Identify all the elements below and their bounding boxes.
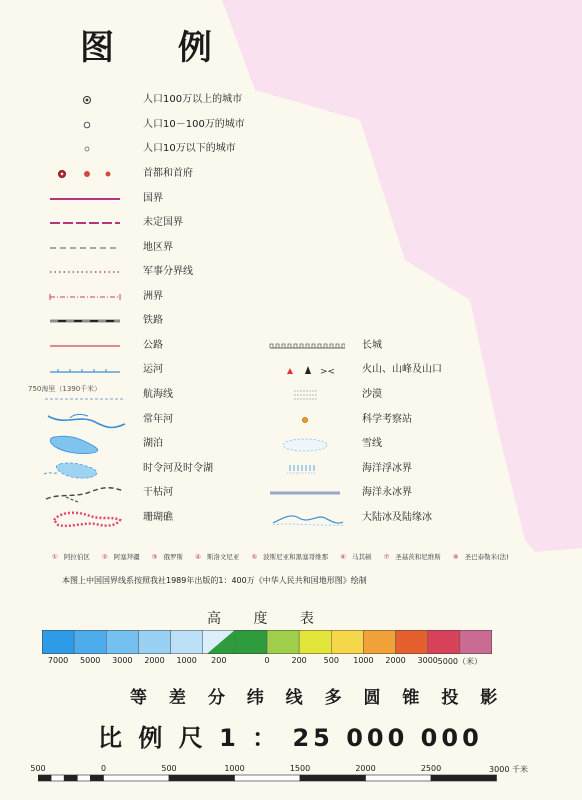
sea-floating-ice-icon [265, 459, 345, 479]
legend-item-label: 人口10－100万的城市 [143, 119, 245, 130]
height-label: 0 [264, 656, 270, 665]
boundary-note: 本图上中国国界线系按照我社1989年出版的1：400万《中华人民共和国地形图》绘制 [62, 576, 367, 585]
legend-title: 图 例 [80, 28, 238, 68]
shipping-distance-annotation: 750海里（1390千米） [28, 385, 102, 393]
height-label: 2000 [144, 656, 165, 665]
height-table-title: 高 度 表 [207, 611, 328, 627]
svg-text:><: >< [320, 367, 336, 377]
lake-icon [40, 434, 130, 454]
area-name: 俄罗斯 [163, 553, 183, 561]
scalebar-label: 2000 [355, 764, 376, 773]
scalebar-segment [104, 775, 170, 781]
scalebar-label: 500 [30, 764, 46, 773]
numbered-areas-list [52, 552, 532, 561]
national-boundary-line [40, 189, 130, 209]
canal-line [40, 360, 130, 380]
area-number: ⑤ [251, 553, 258, 561]
legend-item-label: 大陆冰及陆缘冰 [362, 512, 432, 523]
legend-item-label: 长城 [362, 340, 382, 351]
legend-item-label: 航海线 [143, 389, 173, 400]
area-item [195, 553, 245, 561]
scalebar-segment [51, 775, 64, 781]
height-label: 3000 [417, 656, 438, 665]
legend-item-label: 时令河及时令湖 [143, 463, 213, 474]
legend-item-label: 珊瑚礁 [143, 512, 173, 523]
scalebar-segment [235, 775, 301, 781]
height-label: 500 [323, 656, 339, 665]
legend-item-label: 干枯河 [143, 487, 173, 498]
perennial-river-icon [40, 410, 130, 430]
scalebar-segment [431, 775, 497, 781]
legend-item-label: 海洋浮冰界 [362, 463, 412, 474]
highway-line [40, 336, 130, 356]
height-label: 1000 [176, 656, 197, 665]
legend-item-label: 国界 [143, 193, 163, 204]
scalebar-label: 1500 [289, 764, 311, 773]
height-label: 5000（米） [437, 657, 483, 666]
area-name: 圣基茨和尼维斯 [395, 553, 441, 561]
height-label: 200 [211, 656, 227, 665]
area-name: 斯洛文尼亚 [206, 553, 240, 561]
scalebar-segment [90, 775, 103, 781]
great-wall-icon [265, 336, 345, 356]
legend-item-label: 人口10万以下的城市 [143, 143, 236, 154]
capital-icon [40, 164, 130, 184]
height-color-band [138, 630, 170, 654]
legend-item-label: 洲界 [143, 291, 163, 302]
scalebar-segment [300, 775, 366, 781]
railway-line [40, 311, 130, 331]
legend-item-label: 首都和首府 [143, 168, 193, 179]
height-label: 7000 [47, 656, 69, 665]
height-color-band [363, 630, 395, 654]
legend-item-label: 科学考察站 [362, 414, 412, 425]
legend-item-label: 军事分界线 [143, 266, 193, 277]
scalebar-label: 1000 [224, 764, 245, 773]
area-name: 波斯尼亚和黑塞哥维那 [263, 553, 329, 561]
continental-ice-icon [265, 508, 345, 528]
area-name: 圣巴泰勒米(法) [464, 553, 509, 561]
legend-item-label: 地区界 [143, 242, 173, 253]
area-item [102, 553, 146, 561]
height-color-bar [42, 630, 492, 654]
scalebar-label: 0 [100, 764, 107, 773]
continent-boundary-line [40, 287, 130, 307]
projection-name: 等 差 分 纬 线 多 圆 锥 投 影 [130, 688, 506, 708]
dry-river-icon [40, 483, 130, 503]
area-number: ⑥ [340, 553, 346, 561]
legend-item-label: 常年河 [143, 414, 173, 425]
area-item [52, 553, 96, 561]
undefined-boundary-line [40, 213, 130, 233]
height-color-band [42, 630, 74, 654]
desert-icon [265, 385, 345, 405]
area-number: ⑧ [452, 553, 459, 561]
height-label: 200 [291, 656, 307, 665]
regional-boundary-line [40, 238, 130, 258]
city-small-icon [40, 139, 130, 159]
scalebar-label: 3000 千米 [489, 765, 528, 774]
legend-item-label: 公路 [143, 340, 163, 351]
height-label: 2000 [385, 656, 406, 665]
snow-line-icon [265, 434, 345, 454]
scalebar-segment [64, 775, 77, 781]
area-number: ② [101, 553, 108, 561]
height-color-band [428, 630, 460, 654]
height-color-band [235, 630, 267, 654]
height-color-band [267, 630, 299, 654]
legend-item-label: 未定国界 [143, 217, 183, 228]
height-color-band [171, 630, 203, 654]
scalebar-segment [38, 775, 51, 781]
height-label: 1000 [353, 656, 374, 665]
area-name: 阿拉伯区 [63, 553, 90, 561]
height-color-band [299, 630, 331, 654]
sea-permanent-ice-icon [265, 483, 345, 503]
scale-bar [38, 772, 518, 786]
legend-item-label: 人口100万以上的城市 [143, 94, 243, 105]
military-demarcation-line [40, 262, 130, 282]
scalebar-segment [77, 775, 90, 781]
legend-item-label: 湖泊 [143, 438, 163, 449]
coral-reef-icon [40, 508, 130, 528]
area-item [251, 553, 334, 561]
height-color-band [396, 630, 428, 654]
area-item [152, 553, 189, 561]
research-station-icon [265, 410, 345, 430]
height-color-band [106, 630, 138, 654]
area-item [340, 553, 377, 561]
area-item [383, 553, 446, 561]
height-label: 5000 [80, 656, 101, 665]
city-large-icon [40, 90, 130, 110]
legend-item-label: 雪线 [362, 438, 382, 449]
volcano-peak-pass-icon [265, 360, 345, 380]
legend-item-label: 火山、山峰及山口 [362, 364, 442, 375]
legend-item-label: 海洋永冰界 [362, 487, 412, 498]
scalebar-label: 500 [161, 764, 177, 773]
area-number: ④ [194, 553, 201, 561]
height-color-band [74, 630, 106, 654]
seasonal-river-lake-icon [40, 459, 130, 479]
city-medium-icon [40, 115, 130, 135]
area-name: 马其顿 [351, 553, 372, 561]
area-item [453, 553, 515, 561]
area-number: ③ [151, 553, 158, 561]
height-label: 3000 [112, 656, 133, 665]
scale-ratio: 比 例 尺 1 ： 25 000 000 [98, 724, 483, 752]
height-color-band [460, 630, 492, 654]
scalebar-segment [366, 775, 432, 781]
height-color-band [331, 630, 363, 654]
legend-item-label: 运河 [143, 364, 163, 375]
scalebar-segment [169, 775, 235, 781]
area-number: ⑦ [383, 553, 390, 561]
area-number: ① [52, 553, 58, 561]
legend-item-label: 铁路 [143, 315, 163, 326]
scalebar-label: 2500 [420, 764, 442, 773]
area-name: 阿塞拜疆 [113, 553, 140, 561]
legend-item-label: 沙漠 [362, 389, 382, 400]
